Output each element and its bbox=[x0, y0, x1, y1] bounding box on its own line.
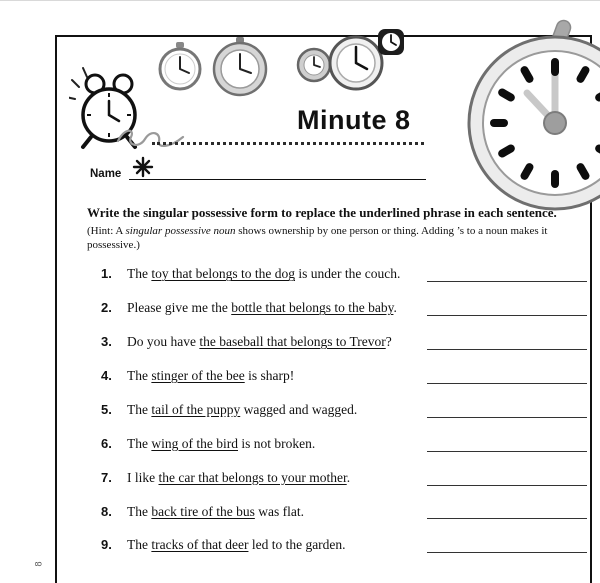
name-input-line[interactable] bbox=[129, 167, 426, 180]
question-row bbox=[101, 504, 587, 521]
name-label: Name bbox=[90, 168, 122, 180]
underlined-phrase: the baseball that belongs to Trevor bbox=[199, 334, 386, 350]
question-number: 1. bbox=[101, 266, 112, 282]
question-sentence bbox=[127, 504, 304, 521]
question-number: 9. bbox=[101, 537, 112, 553]
question-number: 8. bbox=[101, 503, 112, 519]
name-row bbox=[90, 167, 426, 180]
underlined-phrase: wing of the bird bbox=[151, 435, 238, 451]
instructions-hint bbox=[87, 225, 587, 253]
question-pre: The bbox=[127, 537, 152, 553]
small-clock-icon bbox=[211, 37, 269, 99]
underlined-phrase: the car that belongs to your mother bbox=[158, 469, 347, 485]
worksheet-sheet bbox=[55, 35, 592, 583]
question-post: wagged and wagged. bbox=[240, 401, 358, 417]
question-pre: The bbox=[127, 435, 152, 451]
question-pre: Do you have bbox=[127, 334, 200, 350]
dotted-divider bbox=[152, 142, 424, 145]
question-number: 5. bbox=[101, 401, 112, 417]
worksheet-content bbox=[87, 205, 587, 554]
answer-blank[interactable] bbox=[427, 406, 587, 418]
question-row bbox=[101, 402, 587, 419]
question-row bbox=[101, 436, 587, 453]
question-sentence bbox=[127, 368, 294, 385]
underlined-phrase: toy that belongs to the dog bbox=[151, 266, 295, 282]
instructions-text: Write the singular possessive form to replace the underlined phrase in each sentence. bbox=[87, 205, 557, 220]
question-post: is not broken. bbox=[238, 435, 316, 451]
small-clock-icon bbox=[156, 41, 204, 93]
underlined-phrase: tracks of that deer bbox=[151, 537, 249, 553]
answer-blank[interactable] bbox=[427, 541, 587, 553]
answer-blank[interactable] bbox=[427, 507, 587, 519]
answer-blank[interactable] bbox=[427, 270, 587, 282]
question-row bbox=[101, 537, 587, 554]
answer-blank[interactable] bbox=[427, 338, 587, 350]
hint-prefix: (Hint: A bbox=[87, 224, 126, 237]
question-sentence bbox=[127, 470, 350, 487]
question-number: 6. bbox=[101, 435, 112, 451]
underlined-phrase: stinger of the bee bbox=[151, 368, 245, 384]
question-post: . bbox=[393, 300, 397, 316]
question-post: ? bbox=[385, 334, 392, 350]
underlined-phrase: back tire of the bus bbox=[151, 503, 255, 519]
question-number: 3. bbox=[101, 334, 112, 350]
question-row bbox=[101, 266, 587, 283]
side-page-number: 8 bbox=[33, 561, 44, 567]
large-clock-icon bbox=[455, 11, 600, 226]
question-sentence bbox=[127, 300, 397, 317]
answer-blank[interactable] bbox=[427, 304, 587, 316]
underlined-phrase: bottle that belongs to the baby bbox=[231, 300, 394, 316]
question-number: 4. bbox=[101, 368, 112, 384]
question-row bbox=[101, 334, 587, 351]
question-sentence bbox=[127, 537, 346, 554]
hint-suffix: shows ownership by one person or thing. Adding ’s to a noun makes it possessive.) bbox=[87, 224, 548, 251]
question-sentence bbox=[127, 436, 315, 453]
answer-blank[interactable] bbox=[427, 474, 587, 486]
question-post: . bbox=[346, 469, 351, 485]
question-post: led to the garden. bbox=[248, 537, 346, 553]
question-pre: The bbox=[127, 368, 152, 384]
clock-cluster-icon bbox=[294, 27, 406, 99]
question-post: is under the couch. bbox=[294, 266, 401, 282]
answer-blank[interactable] bbox=[427, 440, 587, 452]
question-row bbox=[101, 300, 587, 317]
question-row bbox=[101, 470, 587, 487]
question-pre: The bbox=[127, 503, 152, 519]
question-pre: Please give me the bbox=[127, 300, 232, 316]
answer-blank[interactable] bbox=[427, 372, 587, 384]
underlined-phrase: tail of the puppy bbox=[151, 401, 241, 417]
question-list bbox=[87, 266, 587, 554]
worksheet-title: Minute 8 bbox=[297, 105, 411, 135]
question-sentence bbox=[127, 402, 357, 419]
question-row bbox=[101, 368, 587, 385]
question-pre: I like bbox=[127, 469, 159, 485]
question-sentence bbox=[127, 334, 392, 351]
question-post: was flat. bbox=[254, 503, 304, 519]
question-number: 2. bbox=[101, 300, 112, 316]
question-pre: The bbox=[127, 401, 152, 417]
question-pre: The bbox=[127, 266, 152, 282]
question-sentence bbox=[127, 266, 400, 283]
question-post: is sharp! bbox=[244, 368, 295, 384]
hint-italic-term: singular possessive noun bbox=[125, 224, 236, 237]
question-number: 7. bbox=[101, 469, 112, 485]
